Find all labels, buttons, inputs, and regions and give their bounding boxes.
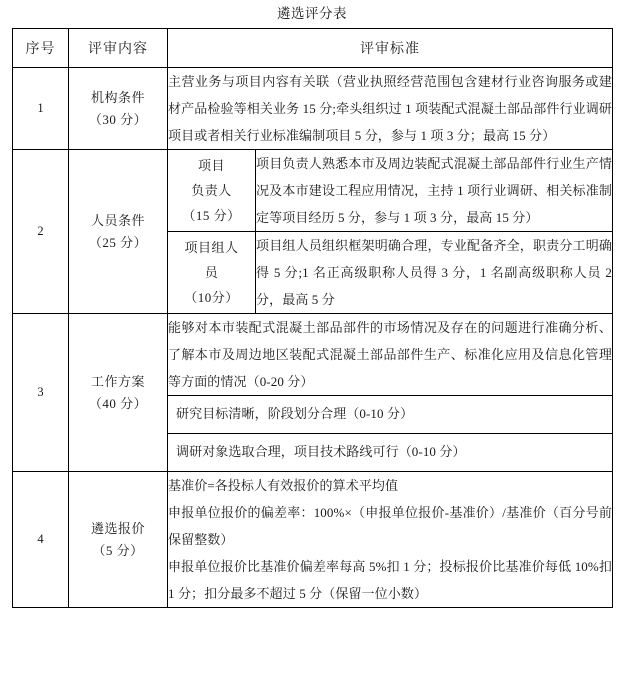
row-number: 4 bbox=[13, 472, 69, 608]
table-header-row bbox=[13, 29, 613, 68]
row-item-line: 人员条件 bbox=[90, 212, 145, 228]
row-number: 3 bbox=[13, 314, 69, 472]
row-subitem-score: （15 分） bbox=[182, 208, 241, 223]
row-criteria: 项目组人员组织框架明确合理，专业配备齐全，职责分工明确得 5 分;1 名正高级职称人员得 3 分，1 名副高级职称人员 2 分，最高 5 分 bbox=[256, 232, 613, 314]
row-criteria: 主营业务与项目内容有关联（营业执照经营范围包含建材行业咨询服务或建材产品检验等相关业务 15 分;牵头组织过 1 项装配式混凝土部品部件行业调研项目或者相关行业标准编制项目 5 分，参与 1 项 3 分；最高 15 分） bbox=[168, 68, 613, 150]
criteria-paragraph: 基准价=各投标人有效报价的算术平均值 bbox=[168, 478, 399, 493]
row-criteria: 研究目标清晰，阶段划分合理（0-10 分） bbox=[168, 396, 613, 434]
row-item bbox=[69, 472, 168, 608]
row-item-line: 工作方案 bbox=[90, 373, 145, 389]
row-subitem bbox=[168, 150, 256, 232]
header-cell-no: 序号 bbox=[13, 29, 69, 68]
row-number: 1 bbox=[13, 68, 69, 150]
row-subitem-line: 项目组人 bbox=[184, 240, 239, 255]
row-subitem-line: 项目 bbox=[197, 158, 225, 173]
row-criteria: 能够对本市装配式混凝土部品部件的市场情况及存在的问题进行准确分析、了解本市及周边地区装配式混凝土部品部件生产、标准化应用及信息化管理等方面的情况（0-20 分） bbox=[168, 314, 613, 396]
header-cell-item: 评审内容 bbox=[69, 29, 168, 68]
row-criteria: 项目负责人熟悉本市及周边装配式混凝土部品部件行业生产情况及本市建设工程应用情况，主持 1 项行业调研、相关标准制定等项目经历 5 分，参与 1 项 3 分，最高 15 分） bbox=[256, 150, 613, 232]
row-item bbox=[69, 68, 168, 150]
criteria-paragraph: 申报单位报价比基准价偏差率每高 5%扣 1 分；投标报价比基准价每低 10%扣 1 分；扣分最多不超过 5 分（保留一位小数） bbox=[168, 559, 612, 601]
row-item-score: （30 分） bbox=[88, 111, 148, 127]
row-item bbox=[69, 150, 168, 314]
scoring-table bbox=[12, 28, 613, 608]
row-criteria bbox=[168, 472, 613, 608]
table-row bbox=[13, 314, 613, 396]
criteria-paragraph: 申报单位报价的偏差率：100%×（申报单位报价-基准价）/基准价（百分号前保留整数） bbox=[168, 505, 612, 547]
table-row bbox=[13, 150, 613, 232]
row-number: 2 bbox=[13, 150, 69, 314]
row-subitem-score: （10分） bbox=[184, 290, 239, 305]
row-subitem bbox=[168, 232, 256, 314]
table-row bbox=[13, 472, 613, 608]
header-cell-criteria: 评审标准 bbox=[168, 29, 613, 68]
row-item-score: （5 分） bbox=[92, 542, 144, 558]
row-item-line: 机构条件 bbox=[90, 89, 145, 105]
row-item-score: （25 分） bbox=[88, 234, 148, 250]
page-title: 遴选评分表 bbox=[277, 6, 347, 21]
row-item bbox=[69, 314, 168, 472]
table-row bbox=[13, 68, 613, 150]
row-item-line: 遴选报价 bbox=[90, 520, 145, 536]
row-subitem-line: 员 bbox=[204, 265, 219, 280]
row-subitem-line: 负责人 bbox=[191, 183, 232, 198]
row-item-score: （40 分） bbox=[88, 395, 148, 411]
row-criteria: 调研对象选取合理，项目技术路线可行（0-10 分） bbox=[168, 434, 613, 472]
